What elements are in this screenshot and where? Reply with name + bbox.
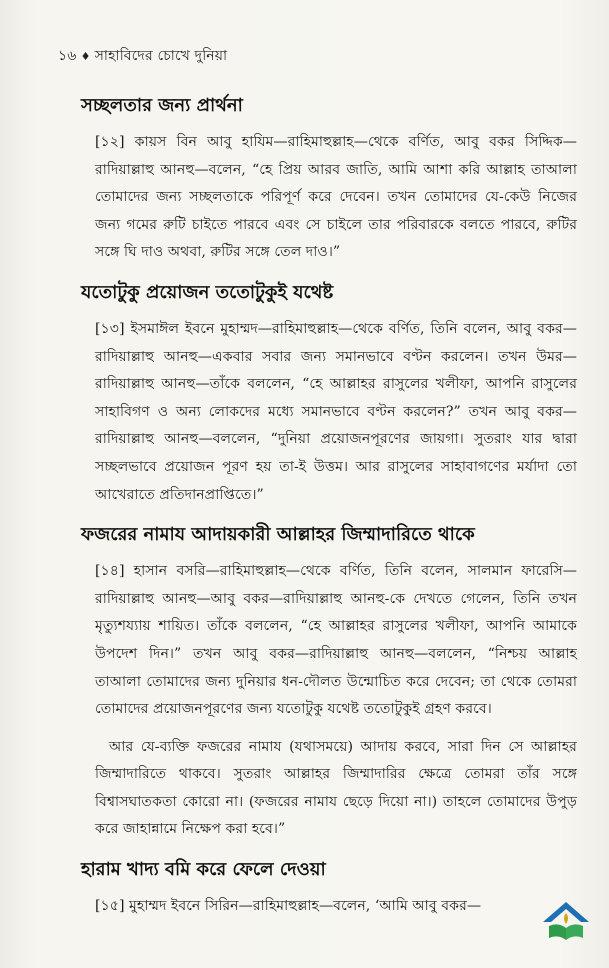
page-number: ১৬ (58, 48, 77, 64)
separator-diamond: ♦ (80, 50, 91, 63)
section-heading: সচ্ছলতার জন্য প্রার্থনা (81, 95, 243, 116)
section-heading: যতোটুকু প্রয়োজন ততোটুকুই যথেষ্ট (81, 281, 334, 303)
logo-book-green-left (549, 924, 566, 940)
logo-book-green-right (566, 924, 583, 940)
publisher-logo-icon (541, 900, 591, 944)
running-header (58, 44, 227, 68)
hadith-paragraph-continued: আর যে-ব্যক্তি ফজরের নামায (যথাসময়ে) আদায় করবে, সারা দিন সে আল্লাহর জিম্মাদারিতে থাকবে। সুতরাং আল্লাহর জিম্মাদারির ক্ষেত্রে তোমরা তাঁর সঙ্গে বিশ্বাসঘাতকতা কোরো না। (ফজরের নামায ছেড়ে দিয়ো না।) তাহলে তোমাদের উপুড় করে জাহান্নামে নিক্ষেপ করা হবে।” (95, 738, 577, 838)
page-body (81, 94, 577, 935)
hadith-paragraph: [১৫] মুহাম্মদ ইবনে সিরিন—রাহিমাহুল্লাহ—বলেন, ‘আমি আবু বকর— (95, 898, 482, 915)
section-vomiting-haram-food (81, 858, 577, 921)
logo-flame-gold (564, 913, 568, 924)
section-fajr-prayer (81, 523, 577, 844)
section-prayer-for-prosperity (81, 94, 577, 267)
book-title: সাহাবিদের চোখে দুনিয়া (94, 48, 228, 64)
section-sufficiency (81, 281, 577, 509)
section-heading: হারাম খাদ্য বমি করে ফেলে দেওয়া (81, 859, 326, 881)
hadith-paragraph: [১৩] ইসমাঈল ইবনে মুহাম্মদ—রাহিমাহুল্লাহ—থেকে বর্ণিত, তিনি বলেন, আবু বকর—রাদিয়াল্লাহু আনহু—একবার সবার জন্য সমানভাবে বণ্টন করলেন। তখন উমর—রাদিয়াল্লাহু আনহু—তাঁকে বললেন, “হে আল্লাহর রাসুলের খলীফা, আপনি রাসুলের সাহাবিগণ ও অন্য লোকদের মধ্যে সমানভাবে বণ্টন করলেন?” তখন আবু বকর—রাদিয়াল্লাহু আনহু—বললেন, “দুনিয়া প্রয়োজনপূরণের জায়গা। সুতরাং যার দ্বারা সচ্ছলভাবে প্রয়োজন পূরণ হয় তা-ই উত্তম। আর রাসুলের সাহাবাগণের মর্যাদা তো আখেরাতে প্রতিদানপ্রাপ্তিতে।” (95, 320, 577, 503)
logo-graphic (541, 900, 591, 944)
section-heading: ফজরের নামায আদায়কারী আল্লাহর জিম্মাদারিতে থাকে (81, 524, 475, 546)
hadith-paragraph: [১২] কায়স বিন আবু হাযিম—রাহিমাহুল্লাহ—থেকে বর্ণিত, আবু বকর সিদ্দিক—রাদিয়াল্লাহু আনহু—বলেন, “হে প্রিয় আরব জাতি, আমি আশা করি আল্লাহ তাআলা তোমাদের জন্য সচ্ছলতাকে পরিপূর্ণ করে দেবেন। তখন তোমাদের যে-কেউ নিজের জন্য গমের রুটি চাইতে পারবে এবং সে চাইলে তার পরিবারকে বলতে পারবে, রুটির সঙ্গে ঘি দাও অথবা, রুটির সঙ্গে তেল দাও।” (95, 134, 577, 261)
hadith-paragraph: [১৪] হাসান বসরি—রাহিমাহুল্লাহ—থেকে বর্ণিত, তিনি বলেন, সালমান ফারেসি—রাদিয়াল্লাহু আনহু—আবু বকর—রাদিয়াল্লাহু আনহু-কে দেখতে গেলেন, তিনি তখন মৃত্যুশয্যায় শায়িত। তাঁকে বললেন, “হে আল্লাহর রাসুলের খলীফা, আপনি আমাকে উপদেশ দিন।” তখন আবু বকর—রাদিয়াল্লাহু আনহু—বললেন, “নিশ্চয় আল্লাহ তাআলা তোমাদের জন্য দুনিয়ার ধন-দৌলত উন্মোচিত করে দেবেন; তা থেকে তোমরা তোমাদের প্রয়োজনপূরণের জন্য যতোটুকু যথেষ্ট ততোটুকুই গ্রহণ করবে। (95, 563, 577, 718)
